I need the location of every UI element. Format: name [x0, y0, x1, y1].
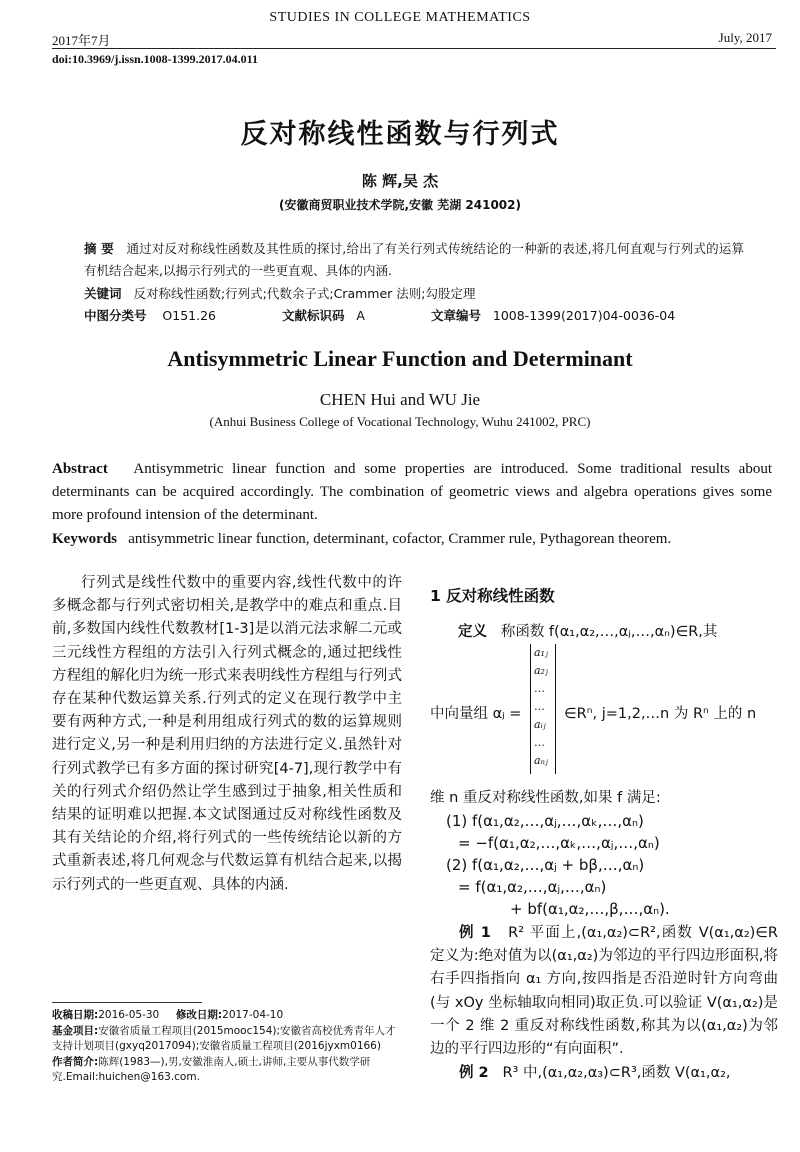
abstract-cn	[84, 238, 744, 282]
keywords-cn	[84, 284, 744, 304]
keywords-cn-label: 关键词	[84, 286, 122, 301]
article-no-label: 文章编号	[430, 308, 481, 323]
example-1-label: 例 1	[459, 925, 491, 941]
intro-paragraph: 行列式是线性代数中的重要内容,线性代数中的许多概念都与行列式密切相关,是教学中的难点和重点.目前,多数国内线性代数教材[1-3]是以消元法求解二元或三元线性方程组的方法引入行列式概念的,通过把线性方程组的解化归为统一形式来表明线性方程组与行列式存在某种代数运算关系.行列式的定义在现行教学中主要有两种方式,一种是利用组成行列式的数的运算规则进行定义,另一种是利用归纳的方法进行定义.虽然针对行列式教学已有多方面的探讨研究[4-7],现行教学中有关的行列式介绍仍然让学生感到过于抽象,相关性质和结果的证明难以把握.本文试图通过反对称线性函数及其有关结论的介绍,将行列式的一些传统结论以新的方式重新表述,将几何观念与代数运算有机结合起来,以揭示行列式的一些更直观、具体的内涵.	[52, 575, 402, 893]
vector-entry: aₙⱼ	[534, 754, 548, 767]
abstract-en	[52, 458, 772, 527]
author-bio-text: 陈辉(1983—),男,安徽淮南人,硕士,讲师,主要从事代数学研究.Email:huichen@163.com.	[52, 1055, 371, 1083]
definition-line1	[458, 620, 778, 641]
clc-label: 中图分类号	[84, 308, 147, 323]
doc-code-value: A	[356, 308, 365, 323]
example-2	[430, 1062, 778, 1085]
definition-label: 定义	[458, 624, 487, 640]
condition-2a: (2) f(α₁,α₂,…,αⱼ + bβ,…,αₙ)	[446, 856, 645, 874]
vector-entry: …	[534, 736, 545, 749]
received-label: 收稿日期:	[52, 1009, 99, 1021]
vector-entry: …	[534, 700, 545, 713]
clc-value: O151.26	[162, 308, 216, 323]
authors: 陈 辉,吴 杰	[361, 172, 439, 190]
affiliation: (安徽商贸职业技术学院,安徽 芜湖 241002)	[279, 198, 521, 212]
revised-label: 修改日期:	[175, 1009, 223, 1021]
definition-line4: 维 n 重反对称线性函数,如果 f 满足:	[430, 790, 661, 806]
definition-text1: 称函数 f(α₁,α₂,…,αⱼ,…,αₙ)∈R,其	[500, 624, 718, 640]
definition-line2: 中向量组 αⱼ =	[430, 706, 522, 722]
abstract-cn-label: 摘 要	[84, 241, 114, 256]
condition-2b: = f(α₁,α₂,…,αⱼ,…,αₙ)	[458, 878, 607, 896]
vector-entry: a₁ⱼ	[534, 646, 548, 659]
received-date: 2016-05-30	[98, 1009, 160, 1021]
footnote-rule	[52, 1002, 202, 1003]
column-vector	[530, 644, 556, 774]
example-2-text: R³ 中,(α₁,α₂,α₃)⊂R³,函数 V(α₁,α₂,	[502, 1065, 731, 1081]
journal-name: STUDIES IN COLLEGE MATHEMATICS	[269, 10, 531, 25]
condition-1a: (1) f(α₁,α₂,…,αⱼ,…,αₖ,…,αₙ)	[446, 812, 644, 830]
author-bio-label: 作者简介:	[52, 1055, 99, 1068]
footnote-author	[52, 1055, 402, 1086]
example-1-text: R² 平面上,(α₁,α₂)⊂R²,函数 V(α₁,α₂)∈R 定义为:绝对值为以(α₁,α₂)为邻边的平行四边形面积,将右手四指指向 α₁ 方向,按四指是否沿逆时针方向弯曲(与 xOy 坐标轴取向相同)取正负.可以验证 V(α₁,α₂)是一个 2 维 2 重反对称线性函数,称其为以(α₁,α₂)为邻边的平行四边形的“有向面积”.	[430, 925, 779, 1058]
fund-label: 基金项目:	[52, 1024, 99, 1037]
abstract-en-label: Abstract	[52, 461, 108, 477]
page-title: 反对称线性函数与行列式	[240, 119, 560, 150]
doc-code-label: 文献标识码	[281, 308, 345, 323]
abstract-cn-text: 通过对反对称线性函数及其性质的探讨,给出了有关行列式传统结论的一种新的表述,将几何直观与行列式的运算有机结合起来,以揭示行列式的一些更直观、具体的内涵.	[84, 241, 745, 278]
title-en: Antisymmetric Linear Function and Determinant	[167, 346, 633, 371]
footnote-fund	[52, 1024, 402, 1055]
section-heading: 1 反对称线性函数	[430, 587, 555, 605]
footnote-dates	[52, 1008, 402, 1024]
keywords-cn-text: 反对称线性函数;行列式;代数余子式;Crammer 法则;勾股定理	[133, 286, 476, 301]
abstract-en-text: Antisymmetric linear function and some properties are introduced. Some traditional results about determinants can be acquired accordingly. The combination of geometric views and algebra operations gives some more profound intension of the determinant.	[52, 461, 772, 523]
example-1	[430, 922, 778, 1061]
footnote	[52, 1008, 402, 1086]
header-rule	[52, 48, 776, 49]
authors-en: CHEN Hui and WU Jie	[319, 390, 481, 409]
condition-2c: + bf(α₁,α₂,…,β,…,αₙ).	[510, 900, 670, 918]
definition-line3: ∈Rⁿ, j=1,2,…n 为 Rⁿ 上的 n	[564, 706, 757, 722]
keywords-en-text: antisymmetric linear function, determinant, cofactor, Crammer rule, Pythagorean theorem.	[128, 531, 672, 547]
keywords-en	[52, 528, 772, 551]
condition-1b: = −f(α₁,α₂,…,αₖ,…,αⱼ,…,αₙ)	[458, 834, 660, 852]
revised-date: 2017-04-10	[222, 1009, 284, 1021]
vector-entry: aᵢⱼ	[534, 718, 546, 731]
vector-entry: …	[534, 682, 545, 695]
affiliation-en: (Anhui Business College of Vocational Technology, Wuhu 241002, PRC)	[209, 414, 591, 429]
header-left: 2017年7月	[52, 33, 111, 48]
fund-text: 安徽省质量工程项目(2015mooc154);安徽省高校优秀青年人才支持计划项目(gxyq2017094);安徽省质量工程项目(2016jyxm0166)	[52, 1024, 396, 1052]
example-2-label: 例 2	[459, 1065, 489, 1081]
doi: doi:10.3969/j.issn.1008-1399.2017.04.011	[52, 52, 259, 66]
keywords-en-label: Keywords	[52, 531, 117, 547]
vector-entry: a₂ⱼ	[534, 664, 548, 677]
article-no-value: 1008-1399(2017)04-0036-04	[492, 308, 676, 323]
classification-row	[84, 306, 744, 324]
header-right: July, 2017	[718, 30, 772, 45]
